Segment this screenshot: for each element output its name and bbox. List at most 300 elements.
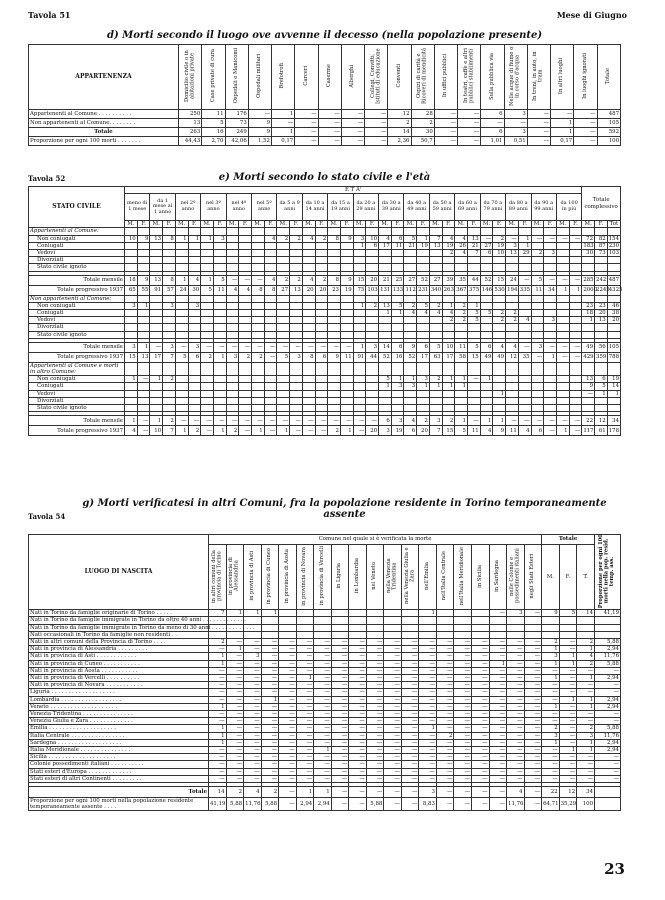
sex-f-header: F. bbox=[290, 221, 303, 228]
cell-value: 2,94 bbox=[296, 798, 314, 811]
cell-value: — bbox=[244, 689, 262, 696]
cell-value bbox=[188, 324, 201, 331]
cell-value: 6 bbox=[366, 242, 379, 249]
table-g-col-header-text: in Lombardia bbox=[353, 558, 360, 594]
cell-value: — bbox=[349, 747, 367, 754]
cell-value: — bbox=[419, 732, 437, 739]
cell-value: — bbox=[331, 732, 349, 739]
cell-value: — bbox=[569, 416, 582, 426]
cell-value bbox=[279, 617, 297, 624]
cell-value bbox=[493, 376, 506, 383]
cell-value bbox=[137, 295, 150, 302]
cell-value bbox=[226, 631, 244, 638]
cell-value bbox=[226, 331, 239, 338]
cell-value: — bbox=[226, 711, 244, 718]
cell-value: — bbox=[454, 703, 472, 710]
cell-value bbox=[569, 310, 582, 317]
cell-value: — bbox=[524, 732, 542, 739]
cell-value bbox=[277, 397, 290, 404]
cell-value: — bbox=[531, 235, 544, 242]
cell-value bbox=[366, 631, 384, 638]
row-label: Divorziati bbox=[29, 257, 125, 264]
cell-value bbox=[379, 324, 392, 331]
cell-value: — bbox=[296, 768, 314, 775]
cell-value bbox=[455, 295, 468, 302]
cell-value: — bbox=[349, 718, 367, 725]
cell-value: 21 bbox=[404, 242, 417, 249]
cell-value bbox=[544, 397, 557, 404]
cell-value bbox=[531, 376, 544, 383]
cell-value bbox=[213, 250, 226, 257]
cell-value bbox=[429, 295, 442, 302]
cell-value bbox=[391, 324, 404, 331]
cell-value: — bbox=[524, 768, 542, 775]
table-d-col-header-text: Ospedali e Manicomi bbox=[232, 48, 239, 104]
cell-value: 4 bbox=[455, 235, 468, 242]
cell-value: — bbox=[419, 653, 437, 660]
cell-value: — bbox=[296, 639, 314, 646]
row-label: Colonie possedimenti italiani . . . . . . . . . . bbox=[29, 761, 209, 768]
cell-value: — bbox=[314, 761, 332, 768]
cell-value: 1 bbox=[569, 285, 582, 295]
cell-value: 2 bbox=[455, 302, 468, 309]
cell-value bbox=[353, 250, 366, 257]
cell-value: — bbox=[507, 732, 525, 739]
cell-value: — bbox=[331, 787, 349, 798]
cell-value bbox=[506, 228, 519, 235]
cell-value: — bbox=[296, 646, 314, 653]
cell-value bbox=[467, 324, 480, 331]
cell-value bbox=[328, 310, 341, 317]
cell-value: 2 bbox=[429, 376, 442, 383]
cell-value bbox=[340, 362, 353, 375]
cell-value bbox=[163, 242, 176, 249]
cell-value bbox=[493, 264, 506, 271]
cell-value: — bbox=[401, 739, 419, 746]
cell-value: 11 bbox=[391, 242, 404, 249]
cell-value: — bbox=[279, 667, 297, 674]
cell-value: — bbox=[314, 660, 332, 667]
cell-value: — bbox=[296, 682, 314, 689]
cell-value bbox=[213, 295, 226, 302]
cell-value: 6 bbox=[391, 235, 404, 242]
cell-value: 10 bbox=[125, 235, 138, 242]
table-row bbox=[29, 682, 621, 689]
row-label: Venezia Tridentina . . . . . . . . . . . . . . . bbox=[29, 711, 209, 718]
sex-m-header: M. bbox=[531, 221, 544, 228]
cell-value: — bbox=[279, 682, 297, 689]
cell-value bbox=[264, 295, 277, 302]
cell-value bbox=[556, 264, 569, 271]
cell-value: — bbox=[328, 342, 341, 352]
cell-value: — bbox=[419, 718, 437, 725]
cell-value: — bbox=[595, 761, 621, 768]
cell-value: — bbox=[279, 732, 297, 739]
cell-value: — bbox=[401, 696, 419, 703]
cell-value: 1 bbox=[442, 383, 455, 390]
cell-value bbox=[328, 397, 341, 404]
cell-value: 1,52 bbox=[248, 137, 271, 146]
cell-value: — bbox=[544, 416, 557, 426]
cell-value bbox=[340, 383, 353, 390]
cell-value: 5 bbox=[429, 342, 442, 352]
table-g-col-header bbox=[507, 545, 525, 610]
cell-value: — bbox=[264, 426, 277, 436]
cell-value: — bbox=[559, 718, 577, 725]
cell-value: 6 bbox=[481, 110, 504, 119]
cell-value: — bbox=[489, 754, 507, 761]
cell-value bbox=[290, 264, 303, 271]
cell-value: — bbox=[489, 696, 507, 703]
cell-value bbox=[401, 631, 419, 638]
cell-value bbox=[569, 405, 582, 412]
cell-value: — bbox=[341, 119, 364, 128]
total-row bbox=[29, 352, 621, 362]
cell-value: — bbox=[384, 775, 402, 782]
cell-value: 3 bbox=[504, 110, 527, 119]
cell-value: 27 bbox=[277, 285, 290, 295]
cell-value: 9 bbox=[542, 610, 560, 617]
cell-value: 52 bbox=[417, 275, 430, 285]
cell-value bbox=[279, 610, 297, 617]
cell-value bbox=[544, 257, 557, 264]
cell-value bbox=[264, 310, 277, 317]
cell-value: 29 bbox=[518, 250, 531, 257]
cell-value bbox=[429, 390, 442, 397]
cell-value bbox=[391, 250, 404, 257]
cell-value bbox=[264, 397, 277, 404]
cell-value: 1 bbox=[559, 660, 577, 667]
table-g-col-header-text: negli Stati Esteri bbox=[529, 553, 536, 599]
cell-value: — bbox=[436, 639, 454, 646]
cell-value: 1 bbox=[607, 390, 620, 397]
cell-value bbox=[340, 264, 353, 271]
cell-value bbox=[569, 397, 582, 404]
table-d-col-header bbox=[574, 45, 597, 110]
cell-value bbox=[455, 397, 468, 404]
cell-value bbox=[595, 624, 621, 631]
cell-value bbox=[315, 397, 328, 404]
cell-value bbox=[429, 250, 442, 257]
cell-value: — bbox=[524, 718, 542, 725]
cell-value: — bbox=[314, 639, 332, 646]
cell-value: 7 bbox=[429, 426, 442, 436]
table-g-proportion-header bbox=[595, 535, 621, 610]
cell-value bbox=[531, 397, 544, 404]
cell-value bbox=[506, 397, 519, 404]
cell-value: 154 bbox=[608, 235, 620, 242]
sex-f-header: F. bbox=[163, 221, 176, 228]
cell-value: 2 bbox=[188, 426, 201, 436]
cell-value bbox=[296, 624, 314, 631]
cell-value bbox=[429, 317, 442, 324]
cell-value bbox=[277, 264, 290, 271]
cell-value: — bbox=[226, 653, 244, 660]
cell-value: — bbox=[507, 775, 525, 782]
cell-value bbox=[544, 242, 557, 249]
cell-value: 20 bbox=[302, 285, 315, 295]
cell-value: 1 bbox=[577, 747, 595, 754]
cell-value bbox=[315, 295, 328, 302]
cell-value: 263 bbox=[179, 128, 202, 137]
table-row bbox=[29, 405, 621, 412]
table-row bbox=[29, 264, 621, 271]
cell-value bbox=[290, 242, 303, 249]
cell-value: 35,29 bbox=[559, 798, 577, 811]
cell-value bbox=[544, 310, 557, 317]
cell-value bbox=[471, 631, 489, 638]
cell-value bbox=[290, 376, 303, 383]
cell-value: — bbox=[569, 342, 582, 352]
cell-value: 5 bbox=[201, 285, 214, 295]
cell-value: — bbox=[419, 667, 437, 674]
cell-value bbox=[277, 310, 290, 317]
cell-value: 3 bbox=[544, 250, 557, 257]
table-row bbox=[29, 689, 621, 696]
cell-value: — bbox=[471, 775, 489, 782]
cell-value: — bbox=[577, 711, 595, 718]
cell-value: — bbox=[471, 754, 489, 761]
cell-value: — bbox=[296, 754, 314, 761]
cell-value: — bbox=[279, 787, 297, 798]
cell-value: 19 bbox=[391, 426, 404, 436]
age-group-header: da 60 a 69 anni bbox=[455, 194, 480, 221]
cell-value bbox=[239, 324, 252, 331]
cell-value: 2,94 bbox=[595, 696, 621, 703]
table-g-col-header bbox=[524, 545, 542, 610]
table-d-col-header bbox=[504, 45, 527, 110]
cell-value bbox=[556, 228, 569, 235]
cell-value: — bbox=[401, 798, 419, 811]
cell-value bbox=[467, 228, 480, 235]
cell-value: 487 bbox=[597, 110, 621, 119]
cell-value: — bbox=[434, 110, 457, 119]
cell-value: — bbox=[201, 416, 214, 426]
table-row bbox=[29, 324, 621, 331]
cell-value: — bbox=[419, 675, 437, 682]
cell-value: 7 bbox=[429, 235, 442, 242]
cell-value: — bbox=[226, 747, 244, 754]
cell-value bbox=[518, 383, 531, 390]
cell-value bbox=[188, 362, 201, 375]
table-d-col-header-text: Ospedali militari bbox=[256, 54, 263, 98]
cell-value: 35 bbox=[455, 275, 468, 285]
cell-value: — bbox=[318, 128, 341, 137]
cell-value bbox=[467, 331, 480, 338]
cell-value: — bbox=[264, 352, 277, 362]
cell-value: — bbox=[595, 689, 621, 696]
cell-value: 35 bbox=[518, 352, 531, 362]
cell-value: 375 bbox=[467, 285, 480, 295]
cell-value: 58 bbox=[455, 352, 468, 362]
cell-value: — bbox=[471, 675, 489, 682]
cell-value: — bbox=[551, 110, 574, 119]
cell-value: — bbox=[559, 682, 577, 689]
age-group-header: da 20 a 29 anni bbox=[353, 194, 378, 221]
cell-value: 1 bbox=[518, 235, 531, 242]
cell-value bbox=[175, 264, 188, 271]
cell-value: 1 bbox=[455, 416, 468, 426]
cell-value bbox=[137, 331, 150, 338]
cell-value: — bbox=[595, 682, 621, 689]
cell-value bbox=[340, 250, 353, 257]
cell-value: — bbox=[331, 667, 349, 674]
cell-value: — bbox=[542, 667, 560, 674]
cell-value: 56 bbox=[595, 342, 608, 352]
cell-value: 9 bbox=[137, 275, 150, 285]
cell-value: 3 bbox=[125, 302, 138, 309]
row-label: Divorziati bbox=[29, 324, 125, 331]
row-label: Stati esteri d'Europa . . . . . . . . . . . . . bbox=[29, 768, 209, 775]
cell-value: 11 bbox=[202, 110, 225, 119]
cell-value bbox=[518, 324, 531, 331]
cell-value: — bbox=[366, 747, 384, 754]
cell-value: — bbox=[349, 682, 367, 689]
cell-value: — bbox=[489, 739, 507, 746]
cell-value bbox=[436, 624, 454, 631]
cell-value: 1 bbox=[467, 302, 480, 309]
table-g-col-header-text: nell'Italia Centrale bbox=[441, 551, 448, 601]
cell-value bbox=[302, 295, 315, 302]
cell-value bbox=[213, 228, 226, 235]
cell-value: 2 bbox=[290, 235, 303, 242]
cell-value bbox=[595, 257, 608, 264]
cell-value: — bbox=[366, 725, 384, 732]
cell-value: — bbox=[366, 739, 384, 746]
cell-value: — bbox=[436, 718, 454, 725]
cell-value: 1 bbox=[277, 426, 290, 436]
table-row bbox=[29, 631, 621, 638]
cell-value: 87 bbox=[595, 242, 608, 249]
table-e-totale-header: Totale complessivo bbox=[582, 187, 621, 221]
cell-value: — bbox=[226, 775, 244, 782]
cell-value: — bbox=[401, 667, 419, 674]
cell-value: 1 bbox=[577, 646, 595, 653]
cell-value bbox=[582, 228, 595, 235]
cell-value: 15 bbox=[493, 275, 506, 285]
table-d-col-header bbox=[179, 45, 202, 110]
cell-value bbox=[296, 610, 314, 617]
cell-value: — bbox=[467, 376, 480, 383]
cell-value bbox=[353, 264, 366, 271]
cell-value: — bbox=[239, 416, 252, 426]
cell-value bbox=[556, 405, 569, 412]
cell-value: — bbox=[559, 646, 577, 653]
cell-value: 1 bbox=[201, 235, 214, 242]
table-d-col-header bbox=[272, 45, 295, 110]
cell-value: 44 bbox=[366, 352, 379, 362]
cell-value: — bbox=[137, 376, 150, 383]
cell-value: — bbox=[213, 342, 226, 352]
cell-value: — bbox=[471, 739, 489, 746]
cell-value bbox=[125, 397, 138, 404]
cell-value bbox=[226, 376, 239, 383]
table-d-col-header bbox=[225, 45, 248, 110]
cell-value: — bbox=[349, 787, 367, 798]
cell-value bbox=[417, 390, 430, 397]
cell-value: — bbox=[314, 754, 332, 761]
cell-value bbox=[366, 376, 379, 383]
age-group-header: da 90 a 99 anni bbox=[531, 194, 556, 221]
table-d-col-header-text: In uffici pubblici bbox=[442, 54, 449, 98]
total-row bbox=[29, 285, 621, 295]
cell-value bbox=[290, 405, 303, 412]
cell-value bbox=[201, 242, 214, 249]
cell-value: 73 bbox=[225, 119, 248, 128]
cell-value: 1 bbox=[595, 390, 608, 397]
cell-value bbox=[296, 617, 314, 624]
cell-value: 6 bbox=[404, 426, 417, 436]
cell-value: — bbox=[595, 667, 621, 674]
cell-value bbox=[277, 250, 290, 257]
cell-value bbox=[595, 264, 608, 271]
table-d-col-header-text: In luoghi ignorati bbox=[581, 53, 588, 99]
cell-value: 8 bbox=[252, 285, 265, 295]
cell-value bbox=[239, 242, 252, 249]
cell-value bbox=[302, 257, 315, 264]
sex-m-header: M. bbox=[455, 221, 468, 228]
cell-value bbox=[518, 257, 531, 264]
table-g-col-header bbox=[454, 545, 472, 610]
cell-value: — bbox=[366, 682, 384, 689]
cell-value bbox=[417, 317, 430, 324]
cell-value bbox=[226, 302, 239, 309]
cell-value bbox=[569, 362, 582, 375]
cell-value: 1 bbox=[353, 302, 366, 309]
cell-value: — bbox=[401, 761, 419, 768]
cell-value: — bbox=[489, 610, 507, 617]
sex-f-header: F. bbox=[264, 221, 277, 228]
cell-value bbox=[163, 331, 176, 338]
group-title: Appartenenti al Comune: bbox=[29, 228, 125, 235]
cell-value: 8 bbox=[264, 285, 277, 295]
cell-value bbox=[188, 295, 201, 302]
cell-value: 1 bbox=[125, 376, 138, 383]
cell-value: 1 bbox=[556, 285, 569, 295]
cell-value: 10 bbox=[366, 235, 379, 242]
cell-value: 2 bbox=[239, 352, 252, 362]
sex-m-header: M. bbox=[480, 221, 493, 228]
group-title-row bbox=[29, 228, 621, 235]
cell-value: — bbox=[401, 646, 419, 653]
cell-value: — bbox=[365, 110, 388, 119]
cell-value: — bbox=[296, 689, 314, 696]
cell-value: — bbox=[137, 416, 150, 426]
cell-value bbox=[239, 228, 252, 235]
cell-value bbox=[556, 302, 569, 309]
table-row bbox=[29, 383, 621, 390]
row-label: Totale bbox=[29, 128, 179, 137]
cell-value: — bbox=[261, 667, 279, 674]
cell-value bbox=[417, 405, 430, 412]
cell-value: — bbox=[261, 747, 279, 754]
cell-value: 176 bbox=[225, 110, 248, 119]
cell-value bbox=[493, 331, 506, 338]
cell-value bbox=[150, 405, 163, 412]
cell-value: — bbox=[384, 667, 402, 674]
cell-value: 13 bbox=[137, 352, 150, 362]
cell-value bbox=[302, 405, 315, 412]
cell-value: 19 bbox=[417, 242, 430, 249]
cell-value bbox=[455, 390, 468, 397]
cell-value: — bbox=[261, 739, 279, 746]
cell-value bbox=[188, 264, 201, 271]
cell-value bbox=[213, 390, 226, 397]
row-label: Venezia Giulia e Zara . . . . . . . . . . . . . bbox=[29, 718, 209, 725]
table-d-col-header-text: Conventi bbox=[395, 64, 402, 88]
cell-value bbox=[137, 405, 150, 412]
cell-value: 8 bbox=[328, 235, 341, 242]
